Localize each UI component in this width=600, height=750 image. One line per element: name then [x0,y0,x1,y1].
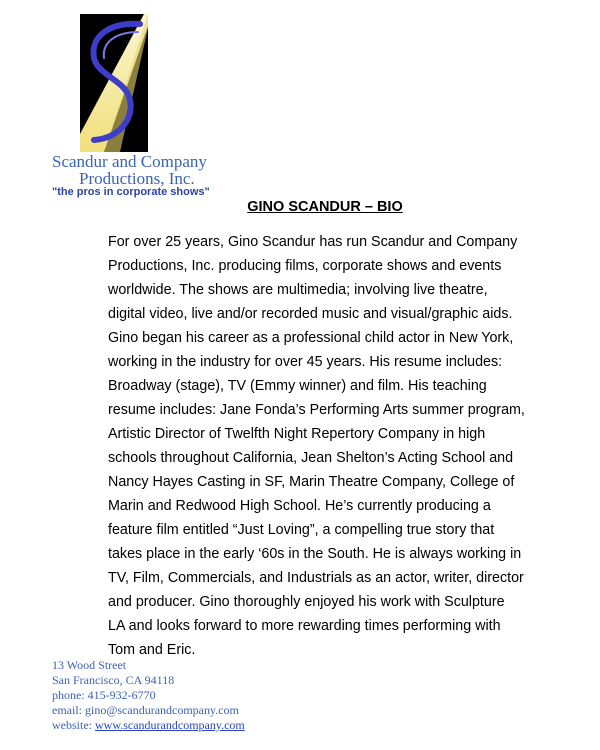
bio-line: takes place in the early ‘60s in the South. He is always working in [108,546,522,562]
contact-phone: phone: 415-932-6770 [52,688,156,702]
company-name-line2: Productions, Inc. [79,169,195,188]
contact-website [52,718,245,733]
contact-block [52,658,245,733]
title-wrapper [0,198,600,216]
bio-line: Nancy Hayes Casting in SF, Marin Theatre Company, College of [108,474,515,490]
contact-street: 13 Wood Street [52,658,127,672]
bio-line: Productions, Inc. producing films, corporate shows and events [108,258,502,274]
bio-line: working in the industry for over 45 years. His resume includes: [108,354,503,370]
bio-line: For over 25 years, Gino Scandur has run Scandur and Company [108,234,518,250]
bio-line: Broadway (stage), TV (Emmy winner) and film. His teaching [108,378,487,394]
website-label: website: [52,718,95,732]
bio-line: schools throughout California, Jean Shelton’s Acting School and [108,450,514,466]
website-link[interactable]: www.scandurandcompany.com [95,718,245,732]
bio-line: Marin and Redwood High School. He’s currently producing a [108,498,491,514]
company-name-line1: Scandur and Company [52,152,207,171]
company-logo [80,14,148,152]
bio-line: worldwide. The shows are multimedia; involving live theatre, [108,282,488,298]
company-name [52,153,207,187]
contact-email: email: gino@scandurandcompany.com [52,703,239,717]
bio-paragraph [108,230,548,662]
bio-line: LA and looks forward to more rewarding times performing with [108,618,501,634]
bio-line: feature film entitled “Just Loving”, a compelling true story that [108,522,495,538]
bio-line: Tom and Eric. [108,642,196,658]
bio-line: Artistic Director of Twelfth Night Repertory Company in high [108,426,486,442]
company-tagline: "the pros in corporate shows" [52,186,210,198]
bio-line: TV, Film, Commercials, and Industrials as an actor, writer, director [108,570,524,586]
bio-line: and producer. Gino thoroughly enjoyed his work with Sculpture [108,594,505,610]
bio-line: digital video, live and/or recorded music and visual/graphic aids. [108,306,513,322]
logo-graphic [80,14,148,152]
contact-city: San Francisco, CA 94118 [52,673,175,687]
bio-line: resume includes: Jane Fonda’s Performing Arts summer program, [108,402,525,418]
document-title: GINO SCANDUR – BIO [247,199,403,215]
bio-line: Gino began his career as a professional child actor in New York, [108,330,514,346]
